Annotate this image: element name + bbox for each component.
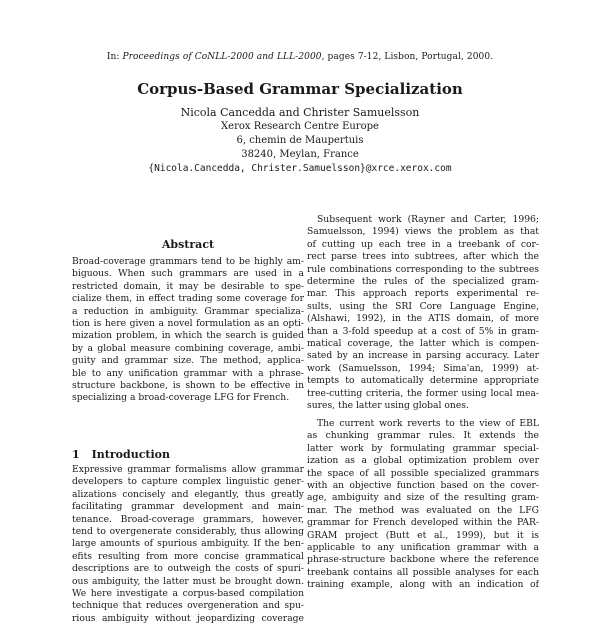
author-email: {Nicola.Cancedda, Christer.Samuelsson}@xrce.xerox.com xyxy=(148,163,452,174)
section-heading-introduction xyxy=(72,448,170,461)
text-line: with an objective function based on the cover- xyxy=(307,480,539,492)
text-line: restricted domain, it may be desirable to spe- xyxy=(72,280,304,292)
author-names: Nicola Cancedda and Christer Samuelsson xyxy=(180,106,420,119)
abstract-body xyxy=(72,256,304,405)
text-line: than a 3-fold speedup at a cost of 5% in gram- xyxy=(307,325,539,337)
proceedings-header xyxy=(0,52,600,62)
text-line: a reduction in ambiguity. Grammar specializa- xyxy=(72,305,304,317)
text-line: determine the rules of the specialized gram- xyxy=(307,276,539,288)
text-line: The current work reverts to the view of EBL xyxy=(317,418,539,429)
text-line: tree-cutting criteria, the former using local mea- xyxy=(307,387,539,399)
abstract-heading: Abstract xyxy=(161,238,215,251)
text-line: technique that reduces overgeneration and spu- xyxy=(72,600,304,612)
proceedings-venue: Proceedings of CoNLL-2000 and LLL-2000 xyxy=(122,52,322,62)
text-line: sures, the latter using global ones. xyxy=(307,400,469,412)
right-column-paragraph-2 xyxy=(307,418,539,592)
text-line: sults, using the SRI Core Language Engine, xyxy=(307,300,539,312)
text-line: developers to capture complex linguistic gener- xyxy=(72,476,304,488)
text-line: work (Samuelsson, 1994; Sima'an, 1999) at- xyxy=(307,362,539,374)
text-line: biguous. When such grammars are used in a xyxy=(72,268,304,280)
section-title: Introduction xyxy=(91,448,170,461)
text-line: the space of all possible specialized grammars xyxy=(307,467,539,479)
text-line: by a global measure combining coverage, ambi- xyxy=(72,342,304,354)
paper-title: Corpus-Based Grammar Specialization xyxy=(137,80,463,98)
text-line: alizations concisely and elegantly, thus greatly xyxy=(72,488,304,500)
text-line: sated by an increase in parsing accuracy. Later xyxy=(307,350,539,362)
text-line: Subsequent work (Rayner and Carter, 1996; xyxy=(317,214,539,225)
author-block xyxy=(0,106,600,176)
text-line: grammar for French developed within the PAR- xyxy=(307,517,539,529)
text-line: applicable to any unification grammar with a xyxy=(307,542,539,554)
text-line: specializing a broad-coverage LFG for French. xyxy=(72,392,290,404)
text-line: tempts to automatically determine appropriate xyxy=(307,375,539,387)
text-line: phrase-structure backbone where the reference xyxy=(307,554,539,566)
text-line: rious ambiguity without jeopardizing coverage xyxy=(72,612,304,624)
text-line: training example, along with an indication of xyxy=(307,579,539,591)
text-line: ization as a global optimization problem over xyxy=(307,455,539,467)
text-line: efits resulting from more concise grammatical xyxy=(72,550,304,562)
section-number: 1 xyxy=(72,448,80,461)
text-line: of cutting up each tree in a treebank of cor- xyxy=(307,238,539,250)
affiliation-line: 6, chemin de Maupertuis xyxy=(236,135,364,146)
text-line: We here investigate a corpus-based compilation xyxy=(72,588,304,600)
text-line: facilitating grammar development and main- xyxy=(72,501,304,513)
text-line: as chunking grammar rules. It extends the xyxy=(307,430,539,442)
text-line: latter work by formulating grammar special- xyxy=(307,442,539,454)
text-line: mization problem, in which the search is guided xyxy=(72,330,304,342)
text-line: tion is here given a novel formulation as an opti- xyxy=(72,318,304,330)
text-line: guity and grammar size. The method, applica- xyxy=(72,355,304,367)
introduction-body xyxy=(72,464,304,625)
text-line: ble to any unification grammar with a phrase- xyxy=(72,367,304,379)
text-line: mar. The method was evaluated on the LFG xyxy=(307,504,539,516)
text-line: rect parse trees into subtrees, after which the xyxy=(307,251,539,263)
affiliation-line: 38240, Meylan, France xyxy=(241,149,359,160)
text-line: mar. This approach reports experimental re- xyxy=(307,288,539,300)
text-line: Samuelsson, 1994) views the problem as that xyxy=(307,226,539,238)
affiliation-line: Xerox Research Centre Europe xyxy=(221,121,379,132)
text-line: GRAM project (Butt et al., 1999), but it is xyxy=(307,529,539,541)
text-line: (Alshawi, 1992), in the ATIS domain, of more xyxy=(307,313,539,325)
text-line: Broad-coverage grammars tend to be highly am- xyxy=(72,256,304,267)
proceedings-prefix: In: xyxy=(106,52,123,62)
proceedings-suffix: , pages 7-12, Lisbon, Portugal, 2000. xyxy=(321,52,494,62)
text-line: matical coverage, the latter which is compen- xyxy=(307,338,539,350)
text-line: Expressive grammar formalisms allow grammar xyxy=(72,464,304,475)
text-line: structure backbone, is shown to be effective in xyxy=(72,380,304,392)
text-line: rule combinations corresponding to the subtrees xyxy=(307,263,539,275)
text-line: cialize them, in effect trading some coverage for xyxy=(72,293,304,305)
text-line: age, ambiguity and size of the resulting gram- xyxy=(307,492,539,504)
text-line: tend to overgenerate considerably, thus allowing xyxy=(72,526,304,538)
right-column-paragraph-1 xyxy=(307,214,539,413)
text-line: ous ambiguity, the latter must be brought down. xyxy=(72,575,304,587)
text-line: treebank contains all possible analyses for each xyxy=(307,566,539,578)
text-line: descriptions are to outweigh the costs of spuri- xyxy=(72,563,304,575)
text-line: large amounts of spurious ambiguity. If the ben- xyxy=(72,538,304,550)
text-line: tenance. Broad-coverage grammars, however, xyxy=(72,513,304,525)
